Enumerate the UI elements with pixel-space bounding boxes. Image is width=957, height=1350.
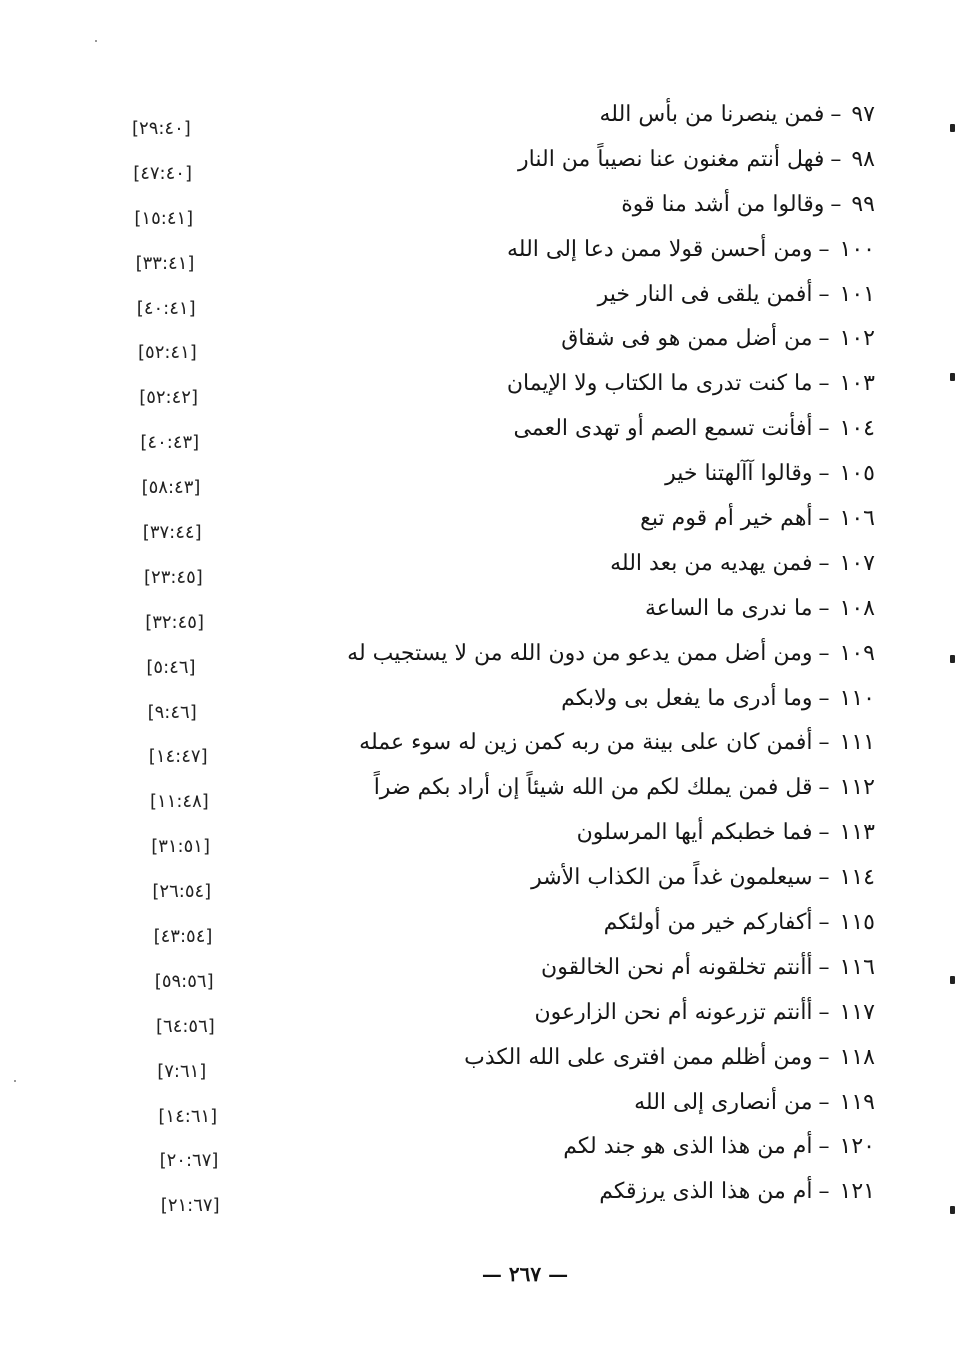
verse-reference: [١٥:٤١]: [134, 207, 194, 229]
verse-reference: [٦٤:٥٦]: [156, 1015, 215, 1037]
list-item: [0, 768, 957, 813]
list-item: [0, 319, 957, 364]
verse-reference: [٩:٤٦]: [147, 701, 197, 723]
margin-mark: [950, 1206, 955, 1214]
list-item: [0, 230, 957, 275]
verse-reference: [٥٢:٤٢]: [139, 387, 198, 409]
list-item: [0, 679, 957, 724]
verse-reference: [٣٣:٤١]: [135, 252, 195, 274]
separator-dash: –: [818, 1179, 830, 1205]
verse-reference: [١٤:٦١]: [158, 1105, 218, 1127]
verse-reference: [٤٠:٤١]: [136, 297, 196, 319]
question-text: أفمن يلقى فى النار خير: [597, 281, 813, 307]
separator-dash: –: [818, 326, 830, 352]
verse-reference: [٣٧:٤٤]: [142, 522, 202, 544]
question-line: [359, 729, 875, 757]
question-line: [374, 774, 875, 802]
item-number: ٩٩: [851, 191, 875, 217]
item-number: ١١٧: [839, 999, 875, 1025]
separator-dash: –: [818, 461, 830, 487]
separator-dash: –: [818, 820, 830, 846]
item-number: ١٠١: [839, 281, 875, 307]
question-text: وقالوا آآلهتنا خير: [665, 461, 813, 487]
list-item: [0, 185, 957, 230]
question-line: [665, 460, 875, 488]
question-text: سيعلمون غداً من الكذاب الأشر: [531, 865, 813, 891]
question-text: وما أدرى ما يفعل بى ولابكم: [561, 685, 813, 711]
verse-reference: [٢٩:٤٠]: [132, 118, 191, 139]
item-number: ١١٣: [839, 820, 875, 846]
question-line: [535, 999, 876, 1027]
item-number: ١٠٠: [839, 236, 875, 262]
item-number: ١٠٥: [839, 461, 875, 487]
list-item: [0, 589, 957, 634]
item-number: ١١٠: [839, 685, 875, 711]
scan-speck: [95, 40, 97, 42]
separator-dash: –: [818, 730, 830, 756]
question-text: أأنتم تزرعونه أم نحن الزارعون: [534, 999, 813, 1025]
item-number: ١٠٤: [839, 416, 875, 442]
separator-dash: –: [818, 1044, 830, 1070]
list-item: [0, 903, 957, 948]
question-text: فما خطبكم أيها المرسلون: [576, 820, 813, 846]
item-number: ٩٨: [851, 146, 875, 172]
list-item: [0, 1038, 957, 1083]
question-line: [599, 1178, 875, 1206]
question-text: ما ندرى ما الساعة: [645, 595, 813, 621]
question-text: وقالوا من أشد منا قوة: [621, 191, 825, 217]
list-item: [0, 409, 957, 454]
question-line: [561, 325, 875, 353]
item-number: ١٠٩: [839, 640, 875, 666]
item-number: ١١١: [839, 730, 875, 756]
verse-reference: [٥٢:٤١]: [138, 342, 197, 364]
question-text: ومن أضل ممن يدعو من دون الله من لا يستجيب له: [347, 640, 813, 666]
verse-reference: [١٤:٤٧]: [148, 746, 208, 768]
question-text: أكفاركم خير من أولئكم: [603, 910, 813, 936]
separator-dash: –: [818, 595, 830, 621]
question-text: من أنصارى إلى الله: [634, 1089, 813, 1115]
scan-speck: [14, 1080, 16, 1082]
question-text: أفأنت تسمع الصم أو تهدى العمى: [513, 416, 813, 442]
verse-reference: [٥:٤٦]: [146, 656, 196, 678]
item-number: ٩٧: [851, 102, 875, 127]
item-number: ١٠٢: [839, 326, 875, 352]
question-line: [640, 505, 875, 533]
item-number: ١١٩: [839, 1089, 875, 1115]
item-number: ١١٦: [839, 954, 875, 980]
question-text: أفمن كان على بينة من ربه كمن زين له سوء عمله: [359, 730, 813, 756]
question-line: [599, 101, 875, 129]
question-list: [0, 95, 957, 1217]
item-number: ١٠٦: [839, 506, 875, 532]
item-number: ١٠٣: [839, 371, 875, 397]
separator-dash: –: [818, 281, 830, 307]
question-line: [347, 640, 875, 668]
verse-reference: [٥٩:٥٦]: [154, 970, 214, 992]
verse-reference: [٢٣:٤٥]: [144, 566, 203, 588]
item-number: ١١٢: [839, 775, 875, 801]
question-line: [531, 864, 875, 892]
verse-reference: [٣٢:٤٥]: [145, 611, 204, 633]
verse-reference: [٤٠:٤٣]: [140, 432, 200, 454]
question-text: فمن يهديه من بعد الله: [610, 550, 813, 576]
question-text: من أضل ممن هو فى شقاق: [561, 326, 813, 352]
question-line: [610, 550, 875, 578]
verse-reference: [٢١:٦٧]: [160, 1195, 220, 1217]
margin-mark: [950, 373, 955, 381]
verse-reference: [١١:٤٨]: [150, 791, 209, 813]
question-line: [621, 191, 875, 219]
separator-dash: –: [818, 371, 830, 397]
item-number: ١١٨: [839, 1044, 875, 1070]
verse-reference: [٧:٦١]: [157, 1060, 207, 1082]
question-text: قل فمن يملك لكم من الله شيئاً إن أراد بكم ضراً: [373, 775, 813, 801]
question-line: [518, 146, 875, 174]
list-item: [0, 364, 957, 409]
verse-reference: [٣١:٥١]: [151, 836, 210, 858]
separator-dash: –: [818, 685, 830, 711]
question-line: [577, 819, 875, 847]
separator-dash: –: [818, 999, 830, 1025]
separator-dash: –: [818, 640, 830, 666]
list-item: [0, 544, 957, 589]
verse-reference: [٢٠:٦٧]: [159, 1150, 219, 1172]
item-number: ١٢٠: [839, 1134, 875, 1160]
verse-reference: [٢٦:٥٤]: [152, 881, 212, 903]
separator-dash: –: [818, 910, 830, 936]
list-item: [0, 723, 957, 768]
list-item: [0, 1127, 957, 1172]
separator-dash: –: [818, 865, 830, 891]
question-line: [507, 370, 875, 398]
question-text: ومن أحسن قولا ممن دعا إلى الله: [506, 236, 813, 262]
item-number: ١١٤: [839, 865, 875, 891]
question-text: ومن أظلم ممن افترى على الله الكذب: [464, 1044, 813, 1070]
separator-dash: –: [818, 550, 830, 576]
question-text: فمن ينصرنا من بأس الله: [599, 102, 825, 127]
list-item: [0, 634, 957, 679]
item-number: ١٠٧: [839, 550, 875, 576]
margin-mark: [950, 976, 955, 984]
list-item: [0, 858, 957, 903]
question-text: ما كنت تدرى ما الكتاب ولا الإيمان: [506, 371, 813, 397]
question-line: [561, 685, 875, 713]
question-text: أم من هذا الذى يرزقكم: [599, 1179, 813, 1205]
question-line: [645, 595, 875, 623]
list-item: [0, 499, 957, 544]
item-number: ١٢١: [839, 1179, 875, 1205]
question-line: [634, 1089, 875, 1117]
list-item: [0, 948, 957, 993]
question-line: [604, 909, 875, 937]
separator-dash: –: [818, 416, 830, 442]
question-line: [507, 236, 875, 264]
list-item: [0, 1172, 957, 1217]
list-item: [0, 95, 957, 140]
list-item: [0, 813, 957, 858]
question-text: أم من هذا الذى هو جند لكم: [563, 1134, 813, 1160]
item-number: ١٠٨: [839, 595, 875, 621]
separator-dash: –: [818, 954, 830, 980]
list-item: [0, 140, 957, 185]
separator-dash: –: [830, 146, 842, 172]
question-line: [563, 1133, 875, 1161]
verse-reference: [٤٧:٤٠]: [133, 162, 192, 184]
question-line: [464, 1044, 875, 1072]
question-line: [598, 281, 875, 309]
list-item: [0, 275, 957, 320]
verse-reference: [٤٣:٥٤]: [153, 926, 213, 948]
separator-dash: –: [830, 102, 842, 127]
list-item: [0, 1083, 957, 1128]
question-line: [514, 415, 875, 443]
question-text: أهم خير أم قوم تبع: [640, 506, 813, 532]
separator-dash: –: [830, 191, 842, 217]
item-number: ١١٥: [839, 910, 875, 936]
question-text: فهل أنتم مغنون عنا نصيباً من النار: [518, 146, 825, 172]
separator-dash: –: [818, 1089, 830, 1115]
list-item: [0, 454, 957, 499]
separator-dash: –: [818, 1134, 830, 1160]
margin-mark: [950, 124, 955, 132]
separator-dash: –: [818, 506, 830, 532]
separator-dash: –: [818, 775, 830, 801]
margin-mark: [950, 655, 955, 663]
verse-reference: [٥٨:٤٣]: [141, 477, 201, 499]
page-number: — ٢٦٧ —: [481, 1262, 569, 1286]
list-item: [0, 993, 957, 1038]
separator-dash: –: [818, 236, 830, 262]
question-text: أأنتم تخلقونه أم نحن الخالقون: [541, 954, 813, 980]
question-line: [541, 954, 875, 982]
